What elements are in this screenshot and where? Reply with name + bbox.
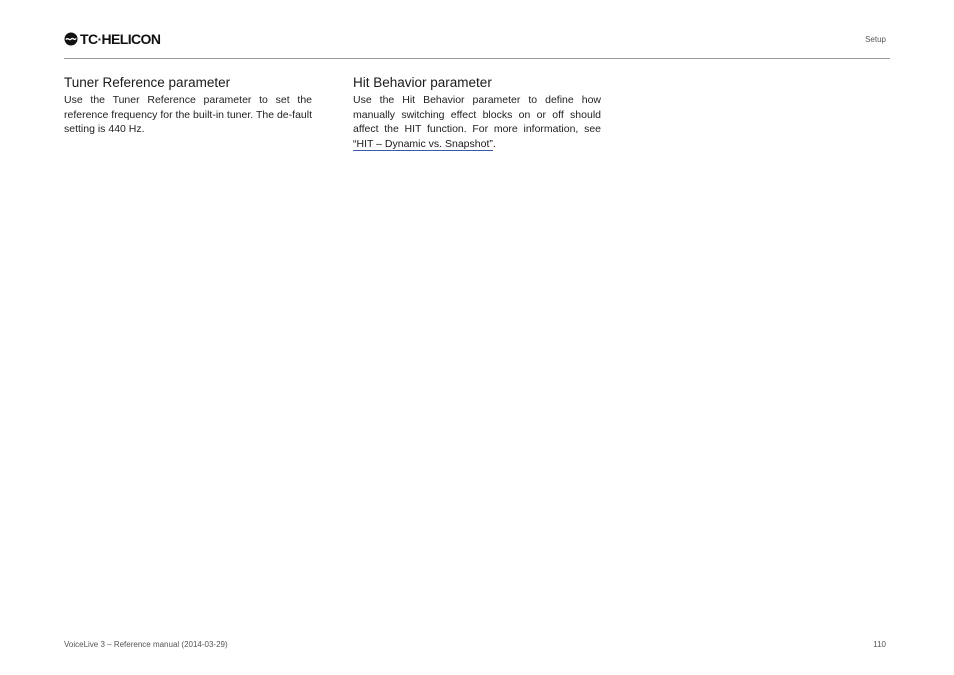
hit-behavior-body — [353, 93, 601, 151]
hit-behavior-section — [353, 75, 601, 151]
logo-wordmark: TC·HELICON — [80, 31, 161, 47]
hit-behavior-heading: Hit Behavior parameter — [353, 75, 492, 90]
tuner-reference-heading: Tuner Reference parameter — [64, 75, 231, 90]
page-header — [64, 28, 890, 59]
footer-document-title: VoiceLive 3 – Reference manual (2014-03-29) — [64, 640, 228, 649]
hit-behavior-body-text: Use the Hit Behavior parameter to define how manually switching effect blocks on or off should affect the HIT function. For more information, see — [353, 94, 601, 136]
footer-page-number: 110 — [873, 640, 886, 649]
tc-helicon-logo-icon — [64, 32, 78, 46]
hit-dynamic-vs-snapshot-link[interactable]: “HIT – Dynamic vs. Snapshot” — [353, 137, 493, 150]
tuner-reference-section — [64, 75, 312, 137]
tuner-reference-body: Use the Tuner Reference parameter to set the reference frequency for the built-in tuner. The de-fault setting is 440 Hz. — [64, 94, 312, 136]
hit-behavior-body-end: . — [492, 137, 496, 150]
section-label: Setup — [865, 35, 886, 44]
tc-helicon-logo — [64, 31, 160, 47]
